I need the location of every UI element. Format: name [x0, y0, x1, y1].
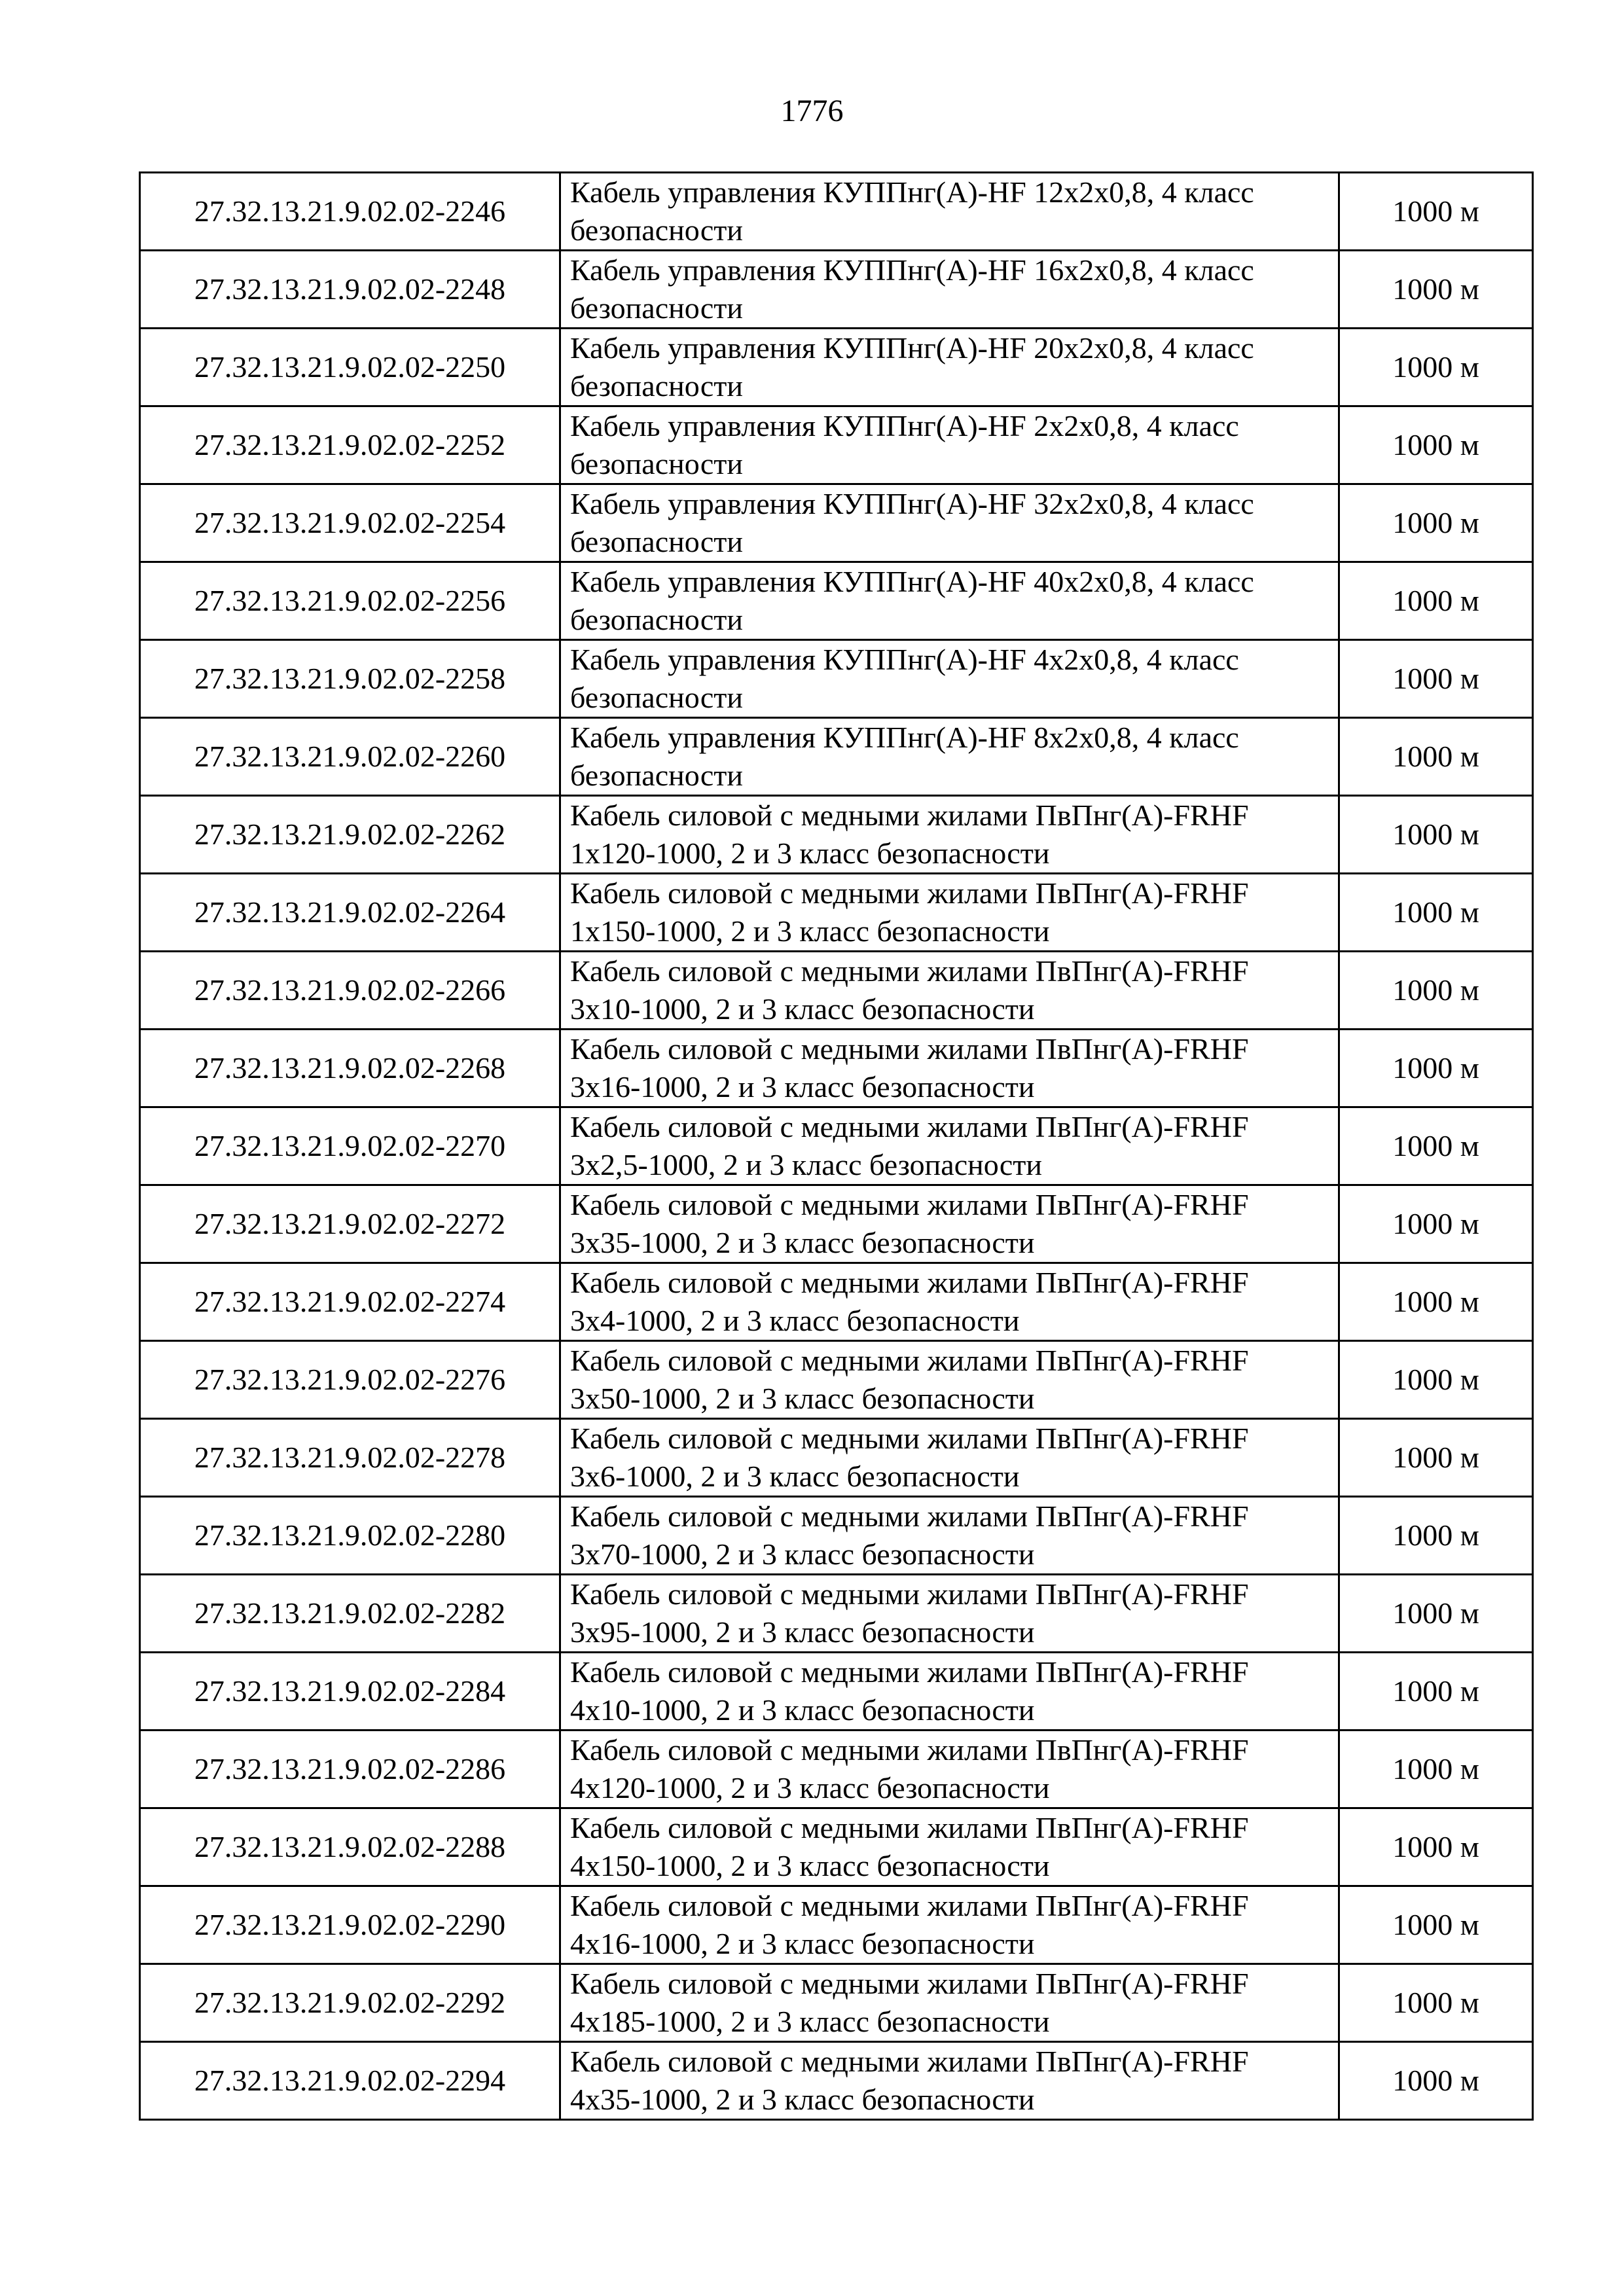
resource-table [139, 171, 1534, 2121]
resource-name-line: Кабель силовой с медными жилами ПвПнг(A)-FRHF [570, 1577, 1249, 1611]
resource-code-cell: 27.32.13.21.9.02.02-2254 [140, 484, 560, 562]
resource-name-line: 4x120-1000, 2 и 3 класс безопасности [570, 1771, 1050, 1804]
resource-name-cell [560, 1497, 1339, 1575]
resource-name-cell [560, 562, 1339, 640]
table-row [140, 1808, 1533, 1886]
resource-code-cell: 27.32.13.21.9.02.02-2290 [140, 1886, 560, 1964]
table-row [140, 2042, 1533, 2120]
resource-name-cell [560, 1030, 1339, 1107]
unit-cell: 1000 м [1339, 1731, 1533, 1808]
unit-cell: 1000 м [1339, 718, 1533, 796]
resource-name-line: Кабель силовой с медными жилами ПвПнг(A)-FRHF [570, 1188, 1249, 1221]
unit-cell: 1000 м [1339, 1341, 1533, 1419]
unit-cell: 1000 м [1339, 1185, 1533, 1263]
resource-name-cell [560, 1575, 1339, 1653]
resource-name-line: Кабель силовой с медными жилами ПвПнг(A)-FRHF [570, 2045, 1249, 2078]
resource-code-cell: 27.32.13.21.9.02.02-2282 [140, 1575, 560, 1653]
table-row [140, 1964, 1533, 2042]
resource-name-line: безопасности [570, 603, 744, 636]
table-row [140, 406, 1533, 484]
resource-code-cell: 27.32.13.21.9.02.02-2264 [140, 874, 560, 952]
resource-name-line: безопасности [570, 213, 744, 247]
unit-cell: 1000 м [1339, 251, 1533, 329]
resource-code-cell: 27.32.13.21.9.02.02-2258 [140, 640, 560, 718]
unit-cell: 1000 м [1339, 1107, 1533, 1185]
resource-name-line: 3x50-1000, 2 и 3 класс безопасности [570, 1382, 1035, 1415]
resource-code-cell: 27.32.13.21.9.02.02-2256 [140, 562, 560, 640]
table-row [140, 1263, 1533, 1341]
resource-name-cell [560, 1964, 1339, 2042]
table-row [140, 1341, 1533, 1419]
resource-code-cell: 27.32.13.21.9.02.02-2272 [140, 1185, 560, 1263]
resource-name-line: Кабель управления КУППнг(A)-HF 16x2x0,8, 4 класс [570, 253, 1254, 287]
resource-code-cell: 27.32.13.21.9.02.02-2294 [140, 2042, 560, 2120]
resource-name-cell [560, 173, 1339, 251]
resource-code-cell: 27.32.13.21.9.02.02-2280 [140, 1497, 560, 1575]
table-row [140, 640, 1533, 718]
table-row [140, 874, 1533, 952]
table-row [140, 1419, 1533, 1497]
resource-code-cell: 27.32.13.21.9.02.02-2292 [140, 1964, 560, 2042]
unit-cell: 1000 м [1339, 484, 1533, 562]
resource-code-cell: 27.32.13.21.9.02.02-2278 [140, 1419, 560, 1497]
unit-cell: 1000 м [1339, 1263, 1533, 1341]
resource-name-line: безопасности [570, 681, 744, 714]
table-body [140, 173, 1533, 2120]
unit-cell: 1000 м [1339, 1030, 1533, 1107]
table-row [140, 173, 1533, 251]
resource-name-line: 3x4-1000, 2 и 3 класс безопасности [570, 1304, 1020, 1337]
unit-cell: 1000 м [1339, 1886, 1533, 1964]
resource-code-cell: 27.32.13.21.9.02.02-2260 [140, 718, 560, 796]
resource-name-cell [560, 1107, 1339, 1185]
table-row [140, 1030, 1533, 1107]
resource-code-cell: 27.32.13.21.9.02.02-2274 [140, 1263, 560, 1341]
resource-name-cell [560, 640, 1339, 718]
resource-name-line: 1x150-1000, 2 и 3 класс безопасности [570, 914, 1050, 948]
resource-name-cell [560, 1185, 1339, 1263]
resource-name-line: безопасности [570, 525, 744, 558]
resource-name-line: Кабель силовой с медными жилами ПвПнг(A)-FRHF [570, 1422, 1249, 1455]
resource-name-line: безопасности [570, 759, 744, 792]
unit-cell: 1000 м [1339, 406, 1533, 484]
resource-name-line: 4x16-1000, 2 и 3 класс безопасности [570, 1927, 1035, 1960]
table-row [140, 1575, 1533, 1653]
resource-name-line: 3x16-1000, 2 и 3 класс безопасности [570, 1070, 1035, 1103]
resource-name-line: Кабель силовой с медными жилами ПвПнг(A)-FRHF [570, 1266, 1249, 1299]
resource-name-line: Кабель управления КУППнг(A)-HF 32x2x0,8, 4 класс [570, 487, 1254, 520]
resource-name-line: безопасности [570, 369, 744, 403]
resource-name-line: 3x70-1000, 2 и 3 класс безопасности [570, 1537, 1035, 1571]
resource-name-line: Кабель силовой с медными жилами ПвПнг(A)-FRHF [570, 1889, 1249, 1922]
unit-cell: 1000 м [1339, 1964, 1533, 2042]
page-number: 1776 [780, 94, 844, 128]
resource-name-cell [560, 1419, 1339, 1497]
table-row [140, 718, 1533, 796]
resource-name-cell [560, 874, 1339, 952]
table-row [140, 1886, 1533, 1964]
resource-name-cell [560, 1653, 1339, 1731]
resource-code-cell: 27.32.13.21.9.02.02-2270 [140, 1107, 560, 1185]
resource-name-cell [560, 1263, 1339, 1341]
resource-name-line: Кабель силовой с медными жилами ПвПнг(A)-FRHF [570, 954, 1249, 988]
resource-name-line: 3x35-1000, 2 и 3 класс безопасности [570, 1226, 1035, 1259]
table-row [140, 484, 1533, 562]
resource-name-cell [560, 952, 1339, 1030]
resource-name-cell [560, 406, 1339, 484]
resource-name-cell [560, 484, 1339, 562]
resource-name-line: 3x95-1000, 2 и 3 класс безопасности [570, 1615, 1035, 1649]
resource-code-cell: 27.32.13.21.9.02.02-2286 [140, 1731, 560, 1808]
resource-name-line: Кабель силовой с медными жилами ПвПнг(A)-FRHF [570, 876, 1249, 910]
table-row [140, 562, 1533, 640]
resource-code-cell: 27.32.13.21.9.02.02-2248 [140, 251, 560, 329]
resource-name-line: Кабель силовой с медными жилами ПвПнг(A)-FRHF [570, 1733, 1249, 1767]
unit-cell: 1000 м [1339, 2042, 1533, 2120]
resource-name-cell [560, 1341, 1339, 1419]
table-row [140, 1107, 1533, 1185]
table-row [140, 329, 1533, 406]
table-row [140, 796, 1533, 874]
resource-name-cell [560, 2042, 1339, 2120]
resource-code-cell: 27.32.13.21.9.02.02-2246 [140, 173, 560, 251]
resource-name-line: безопасности [570, 447, 744, 480]
resource-name-cell [560, 796, 1339, 874]
resource-name-line: Кабель силовой с медными жилами ПвПнг(A)-FRHF [570, 1032, 1249, 1066]
table-row [140, 1185, 1533, 1263]
resource-name-line: Кабель силовой с медными жилами ПвПнг(A)-FRHF [570, 1344, 1249, 1377]
resource-name-line: 1x120-1000, 2 и 3 класс безопасности [570, 836, 1050, 870]
unit-cell: 1000 м [1339, 874, 1533, 952]
resource-name-cell [560, 251, 1339, 329]
resource-name-cell [560, 1731, 1339, 1808]
resource-code-cell: 27.32.13.21.9.02.02-2284 [140, 1653, 560, 1731]
resource-name-line: 4x10-1000, 2 и 3 класс безопасности [570, 1693, 1035, 1727]
resource-name-cell [560, 718, 1339, 796]
resource-name-line: Кабель силовой с медными жилами ПвПнг(A)-FRHF [570, 1499, 1249, 1533]
resource-code-cell: 27.32.13.21.9.02.02-2268 [140, 1030, 560, 1107]
unit-cell: 1000 м [1339, 562, 1533, 640]
resource-name-line: 3x2,5-1000, 2 и 3 класс безопасности [570, 1148, 1043, 1181]
table-row [140, 1497, 1533, 1575]
table-row [140, 952, 1533, 1030]
resource-name-line: Кабель силовой с медными жилами ПвПнг(A)-FRHF [570, 1655, 1249, 1689]
unit-cell: 1000 м [1339, 1497, 1533, 1575]
resource-name-line: 4x35-1000, 2 и 3 класс безопасности [570, 2083, 1035, 2116]
unit-cell: 1000 м [1339, 1575, 1533, 1653]
resource-name-line: Кабель управления КУППнг(A)-HF 4x2x0,8, 4 класс [570, 643, 1239, 676]
table-row [140, 251, 1533, 329]
resource-code-cell: 27.32.13.21.9.02.02-2288 [140, 1808, 560, 1886]
resource-code-cell: 27.32.13.21.9.02.02-2266 [140, 952, 560, 1030]
unit-cell: 1000 м [1339, 173, 1533, 251]
resource-code-cell: 27.32.13.21.9.02.02-2252 [140, 406, 560, 484]
resource-name-line: Кабель управления КУППнг(A)-HF 40x2x0,8, 4 класс [570, 565, 1254, 598]
unit-cell: 1000 м [1339, 640, 1533, 718]
unit-cell: 1000 м [1339, 796, 1533, 874]
unit-cell: 1000 м [1339, 1419, 1533, 1497]
resource-name-line: безопасности [570, 291, 744, 325]
resource-name-cell [560, 1886, 1339, 1964]
resource-name-line: Кабель управления КУППнг(A)-HF 8x2x0,8, 4 класс [570, 721, 1239, 754]
resource-name-cell [560, 1808, 1339, 1886]
resource-name-line: 4x185-1000, 2 и 3 класс безопасности [570, 2005, 1050, 2038]
resource-name-line: Кабель управления КУППнг(A)-HF 20x2x0,8, 4 класс [570, 331, 1254, 365]
unit-cell: 1000 м [1339, 1808, 1533, 1886]
resource-name-line: 4x150-1000, 2 и 3 класс безопасности [570, 1849, 1050, 1882]
resource-name-line: Кабель силовой с медными жилами ПвПнг(A)-FRHF [570, 1110, 1249, 1143]
table-row [140, 1653, 1533, 1731]
resource-name-line: Кабель силовой с медными жилами ПвПнг(A)-FRHF [570, 798, 1249, 832]
resource-name-line: Кабель управления КУППнг(A)-HF 12x2x0,8, 4 класс [570, 175, 1254, 209]
table-row [140, 1731, 1533, 1808]
resource-name-cell [560, 329, 1339, 406]
unit-cell: 1000 м [1339, 329, 1533, 406]
unit-cell: 1000 м [1339, 1653, 1533, 1731]
resource-code-cell: 27.32.13.21.9.02.02-2250 [140, 329, 560, 406]
resource-code-cell: 27.32.13.21.9.02.02-2276 [140, 1341, 560, 1419]
resource-name-line: Кабель управления КУППнг(A)-HF 2x2x0,8, 4 класс [570, 409, 1239, 442]
resource-name-line: Кабель силовой с медными жилами ПвПнг(A)-FRHF [570, 1967, 1249, 2000]
resource-name-line: Кабель силовой с медными жилами ПвПнг(A)-FRHF [570, 1811, 1249, 1844]
resource-name-line: 3x10-1000, 2 и 3 класс безопасности [570, 992, 1035, 1026]
resource-code-cell: 27.32.13.21.9.02.02-2262 [140, 796, 560, 874]
resource-name-line: 3x6-1000, 2 и 3 класс безопасности [570, 1460, 1020, 1493]
unit-cell: 1000 м [1339, 952, 1533, 1030]
